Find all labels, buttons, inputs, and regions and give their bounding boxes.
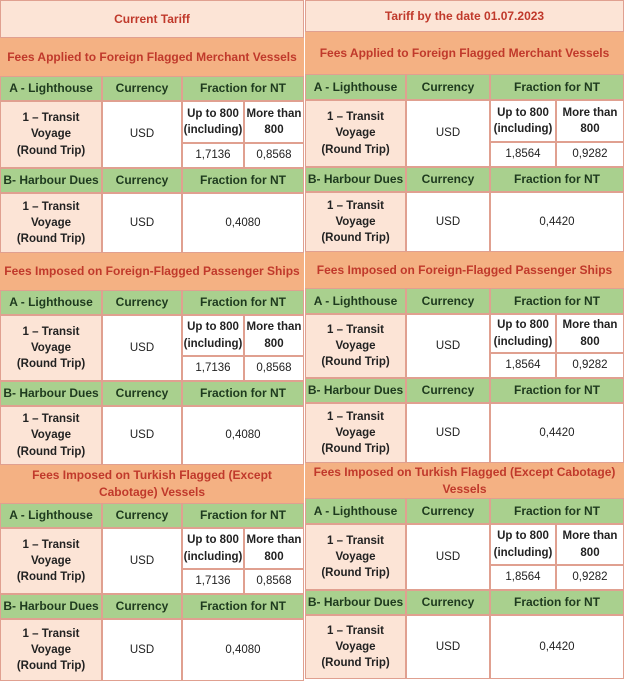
- row-label: 1 – Transit Voyage (Round Trip): [0, 193, 102, 253]
- currency-header: Currency: [102, 290, 182, 315]
- column-header: Current Tariff: [0, 0, 304, 38]
- fraction-header: Fraction for NT: [182, 290, 304, 315]
- harbour-fraction-value: 0,4080: [182, 619, 304, 681]
- lighthouse-label: A - Lighthouse: [305, 498, 406, 524]
- currency-header: Currency: [406, 590, 490, 615]
- fraction-header: Fraction for NT: [490, 378, 624, 403]
- value-more-than-800: 0,9282: [556, 565, 624, 590]
- currency-header: Currency: [102, 381, 182, 406]
- row-label: 1 – Transit Voyage (Round Trip): [0, 406, 102, 465]
- fraction-header: Fraction for NT: [490, 498, 624, 524]
- row-label: 1 – Transit Voyage (Round Trip): [305, 100, 406, 167]
- column-header: Tariff by the date 01.07.2023: [305, 0, 624, 32]
- currency-value: USD: [102, 193, 182, 253]
- row-label: 1 – Transit Voyage (Round Trip): [305, 615, 406, 679]
- tier-up-to-800: Up to 800 (including): [182, 528, 244, 569]
- tier-more-than-800: More than 800: [244, 528, 304, 569]
- value-up-to-800: 1,8564: [490, 142, 556, 167]
- currency-value: USD: [406, 192, 490, 252]
- row-label: 1 – Transit Voyage (Round Trip): [305, 192, 406, 252]
- harbour-label: B- Harbour Dues: [0, 381, 102, 406]
- tier-up-to-800: Up to 800 (including): [182, 101, 244, 143]
- lighthouse-label: A - Lighthouse: [305, 74, 406, 100]
- fraction-header: Fraction for NT: [490, 74, 624, 100]
- currency-header: Currency: [102, 168, 182, 193]
- fraction-header: Fraction for NT: [182, 503, 304, 528]
- fraction-header: Fraction for NT: [182, 76, 304, 101]
- currency-value: USD: [406, 314, 490, 378]
- currency-header: Currency: [102, 594, 182, 619]
- currency-header: Currency: [406, 498, 490, 524]
- section-title: Fees Imposed on Turkish Flagged (Except Cabotage) Vessels: [305, 463, 624, 498]
- value-more-than-800: 0,8568: [244, 569, 304, 594]
- row-label: 1 – Transit Voyage (Round Trip): [305, 314, 406, 378]
- value-more-than-800: 0,8568: [244, 143, 304, 168]
- harbour-fraction-value: 0,4420: [490, 615, 624, 679]
- lighthouse-label: A - Lighthouse: [0, 290, 102, 315]
- harbour-fraction-value: 0,4080: [182, 193, 304, 253]
- currency-value: USD: [406, 100, 490, 167]
- currency-value: USD: [102, 528, 182, 594]
- value-more-than-800: 0,9282: [556, 142, 624, 167]
- harbour-label: B- Harbour Dues: [305, 590, 406, 615]
- section-title: Fees Imposed on Foreign-Flagged Passenger Ships: [0, 253, 304, 290]
- fraction-header: Fraction for NT: [490, 288, 624, 314]
- tier-up-to-800: Up to 800 (including): [490, 314, 556, 353]
- value-more-than-800: 0,9282: [556, 353, 624, 378]
- row-label: 1 – Transit Voyage (Round Trip): [305, 524, 406, 590]
- section-title: Fees Applied to Foreign Flagged Merchant Vessels: [0, 38, 304, 76]
- harbour-fraction-value: 0,4420: [490, 192, 624, 252]
- row-label: 1 – Transit Voyage (Round Trip): [0, 528, 102, 594]
- tier-up-to-800: Up to 800 (including): [182, 315, 244, 356]
- lighthouse-label: A - Lighthouse: [305, 288, 406, 314]
- value-up-to-800: 1,7136: [182, 569, 244, 594]
- currency-value: USD: [406, 403, 490, 463]
- fraction-header: Fraction for NT: [182, 381, 304, 406]
- row-label: 1 – Transit Voyage (Round Trip): [305, 403, 406, 463]
- fraction-header: Fraction for NT: [490, 167, 624, 192]
- section-title: Fees Imposed on Turkish Flagged (Except Cabotage) Vessels: [0, 465, 304, 503]
- tier-up-to-800: Up to 800 (including): [490, 100, 556, 142]
- currency-header: Currency: [406, 167, 490, 192]
- row-label: 1 – Transit Voyage (Round Trip): [0, 315, 102, 381]
- currency-header: Currency: [102, 76, 182, 101]
- currency-value: USD: [406, 524, 490, 590]
- currency-header: Currency: [102, 503, 182, 528]
- row-label: 1 – Transit Voyage (Round Trip): [0, 101, 102, 168]
- tier-more-than-800: More than 800: [244, 315, 304, 356]
- tier-more-than-800: More than 800: [556, 314, 624, 353]
- section-title: Fees Applied to Foreign Flagged Merchant Vessels: [305, 32, 624, 74]
- currency-value: USD: [102, 406, 182, 465]
- currency-value: USD: [102, 101, 182, 168]
- harbour-fraction-value: 0,4080: [182, 406, 304, 465]
- value-more-than-800: 0,8568: [244, 356, 304, 381]
- currency-value: USD: [102, 315, 182, 381]
- fraction-header: Fraction for NT: [182, 594, 304, 619]
- harbour-label: B- Harbour Dues: [305, 378, 406, 403]
- currency-value: USD: [102, 619, 182, 681]
- harbour-label: B- Harbour Dues: [0, 594, 102, 619]
- value-up-to-800: 1,7136: [182, 143, 244, 168]
- value-up-to-800: 1,7136: [182, 356, 244, 381]
- tier-more-than-800: More than 800: [244, 101, 304, 143]
- fraction-header: Fraction for NT: [182, 168, 304, 193]
- currency-header: Currency: [406, 74, 490, 100]
- value-up-to-800: 1,8564: [490, 565, 556, 590]
- currency-header: Currency: [406, 288, 490, 314]
- tier-more-than-800: More than 800: [556, 100, 624, 142]
- fraction-header: Fraction for NT: [490, 590, 624, 615]
- currency-header: Currency: [406, 378, 490, 403]
- lighthouse-label: A - Lighthouse: [0, 76, 102, 101]
- harbour-label: B- Harbour Dues: [0, 168, 102, 193]
- harbour-fraction-value: 0,4420: [490, 403, 624, 463]
- harbour-label: B- Harbour Dues: [305, 167, 406, 192]
- lighthouse-label: A - Lighthouse: [0, 503, 102, 528]
- tier-up-to-800: Up to 800 (including): [490, 524, 556, 565]
- tier-more-than-800: More than 800: [556, 524, 624, 565]
- section-title: Fees Imposed on Foreign-Flagged Passenger Ships: [305, 252, 624, 288]
- row-label: 1 – Transit Voyage (Round Trip): [0, 619, 102, 681]
- value-up-to-800: 1,8564: [490, 353, 556, 378]
- currency-value: USD: [406, 615, 490, 679]
